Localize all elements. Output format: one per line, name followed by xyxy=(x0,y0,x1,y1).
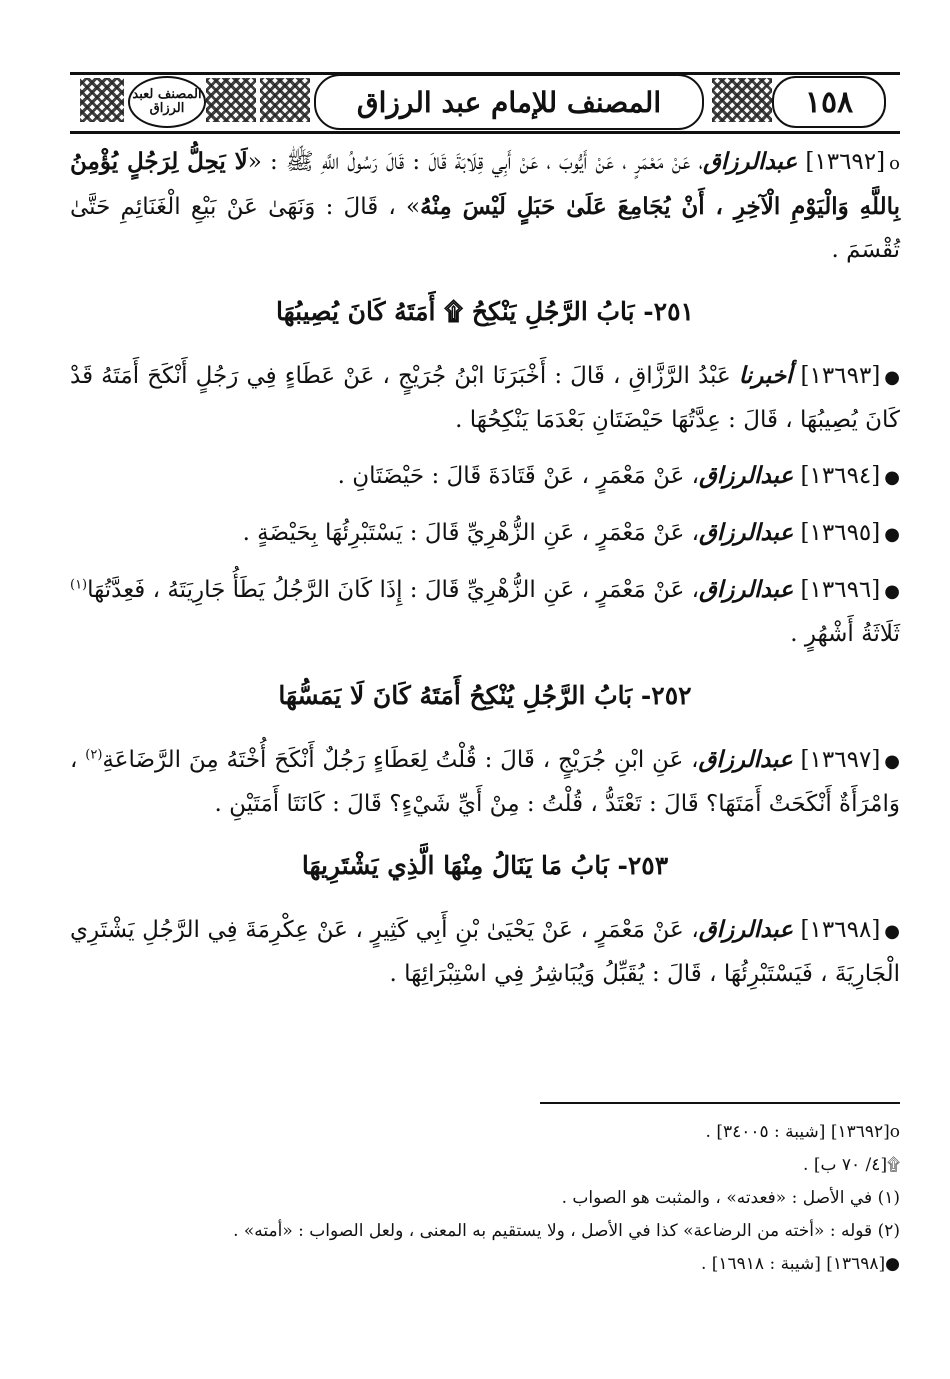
footnote: ۩[٤/ ٧٠ ب] . xyxy=(803,1155,900,1175)
hadith-paragraph xyxy=(70,354,900,442)
hadith-number: [١٣٦٩٢] xyxy=(805,149,886,175)
paragraph-marker: ● xyxy=(884,467,900,488)
chapter-heading: ٢٥٣- بَابُ مَا يَنَالُ مِنْهَا الَّذِي يَشْتَرِيهَا xyxy=(301,851,669,880)
footnote-divider xyxy=(540,1102,900,1104)
hadith-paragraph xyxy=(70,454,900,499)
ornament-pattern xyxy=(206,78,256,122)
hadith-paragraph xyxy=(70,738,900,826)
after-text: ، وَامْرَأَةٌ أَنْكَحَتْ أَمَتَهَا؟ قَالَ : تَعْتَدُّ ، قُلْتُ : مِنْ أَيِّ شَيْءٍ؟ قَالَ : كَانَتَا أَمَتَيْنِ . xyxy=(70,747,900,817)
hadith-number: [١٣٦٩٨] xyxy=(800,917,881,943)
footnote-ref: (٢) xyxy=(85,747,103,763)
narrator-name: عبدالرزاق xyxy=(699,576,794,603)
paragraph-marker: ο xyxy=(889,153,900,174)
isnad-text: ، عَنْ مَعْمَرٍ ، عَنْ أَيُّوبَ ، عَنْ أَبِي قِلَابَةَ قَالَ : قَالَ رَسُولُ اللَّهِ ﷺ : « xyxy=(247,149,704,175)
isnad-text: ، عَنْ مَعْمَرٍ ، عَنْ قَتَادَةَ قَالَ : حَيْضَتَانِ . xyxy=(337,463,700,489)
after-text: ثَلَاثَةُ أَشْهُرٍ . xyxy=(790,621,900,647)
hadith-number: [١٣٦٩٤] xyxy=(800,463,881,489)
footnotes xyxy=(70,1116,900,1281)
chapter-heading: ٢٥١- بَابُ الرَّجُلِ يَنْكِحُ ۩ أَمَتَهُ كَانَ يُصِيبُهَا xyxy=(276,297,694,326)
hadith-paragraph xyxy=(70,140,900,272)
hadith-text: لَا يَحِلُّ لِرَجُلٍ يُؤْمِنُ بِاللَّهِ وَالْيَوْمِ الْآخِرِ ، أَنْ يُجَامِعَ عَلَىٰ حَبَلٍ لَيْسَ مِنْهُ xyxy=(70,148,900,220)
footnote-ref: (١) xyxy=(69,577,88,593)
book-seal-logo: المصنف لعبد الرزاق xyxy=(128,76,206,128)
hadith-paragraph xyxy=(70,568,900,656)
page-header xyxy=(70,72,900,134)
after-text: » ، قَالَ : وَنَهَىٰ عَنْ بَيْعِ الْغَنَائِمِ حَتَّىٰ تُقْسَمَ . xyxy=(70,194,900,263)
hadith-paragraph xyxy=(70,511,900,556)
paragraph-marker: ● xyxy=(884,524,900,545)
footnote: ●[١٣٦٩٨] [شيبة : ١٦٩١٨] . xyxy=(700,1254,900,1274)
isnad-text: عَبْدُ الرَّزَّاقِ ، قَالَ : أَخْبَرَنَا ابْنُ جُرَيْجٍ ، عَنْ عَطَاءٍ فِي رَجُلٍ أَنْكَحَ أَمَتَهُ قَدْ كَانَ يُصِيبُهَا ، قَالَ : عِدَّتُهَا حَيْضَتَانِ بَعْدَمَا يَنْكِحُهَا . xyxy=(70,363,900,433)
page-number: ١٥٨ xyxy=(772,76,886,128)
chapter-heading: ٢٥٢- بَابُ الرَّجُلِ يُنْكِحُ أَمَتَهُ كَانَ لَا يَمَسُّهَا xyxy=(278,681,692,710)
narrator-name: عبدالرزاق xyxy=(699,519,794,546)
narrator-name: أخبرنا xyxy=(738,362,793,389)
narrator-name: عبدالرزاق xyxy=(699,462,794,489)
hadith-number: [١٣٦٩٧] xyxy=(800,747,881,773)
hadith-paragraph xyxy=(70,908,900,996)
main-text xyxy=(70,140,900,1008)
narrator-name: عبدالرزاق xyxy=(698,746,793,773)
isnad-text: ، عَنْ مَعْمَرٍ ، عَنْ يَحْيَىٰ بْنِ أَبِي كَثِيرٍ ، عَنْ عِكْرِمَةَ فِي الرَّجُلِ يَشْتَرِي الْجَارِيَةَ ، فَيَسْتَبْرِئُهَا ، قَالَ : يُقَبِّلُ وَيُبَاشِرُ فِي اسْتِبْرَائِهَا . xyxy=(70,917,900,987)
isnad-text: ، عَنْ مَعْمَرٍ ، عَنِ الزُّهْرِيِّ قَالَ : إِذَا كَانَ الرَّجُلُ يَطَأُ جَارِيَتَهُ ، فَعِدَّتُهَا xyxy=(87,577,700,603)
footnote: (١) في الأصل : «فعدته» ، والمثبت هو الصواب . xyxy=(561,1188,900,1208)
footnote: (٢) قوله : «أخته من الرضاعة» كذا في الأصل ، ولا يستقيم به المعنى ، ولعل الصواب : «أمته» . xyxy=(233,1221,900,1241)
isnad-text: ، عَنِ ابْنِ جُرَيْجٍ ، قَالَ : قُلْتُ لِعَطَاءٍ رَجُلٌ أَنْكَحَ أُخْتَهُ مِنَ الرَّضَاعَةِ xyxy=(102,747,699,773)
paragraph-marker: ● xyxy=(884,921,901,942)
footnote: ο[١٣٦٩٢] [شيبة : ٣٤٠٠٥] . xyxy=(705,1122,900,1142)
hadith-number: [١٣٦٩٥] xyxy=(800,520,881,546)
hadith-number: [١٣٦٩٣] xyxy=(800,363,881,389)
narrator-name: عبدالرزاق xyxy=(703,148,798,175)
paragraph-marker: ● xyxy=(884,367,901,388)
narrator-name: عبدالرزاق xyxy=(698,916,793,943)
isnad-text: ، عَنْ مَعْمَرٍ ، عَنِ الزُّهْرِيِّ قَالَ : يَسْتَبْرِئُهَا بِحَيْضَةٍ . xyxy=(242,520,700,546)
paragraph-marker: ● xyxy=(884,581,900,602)
ornament-pattern xyxy=(80,78,124,122)
paragraph-marker: ● xyxy=(884,751,901,772)
hadith-number: [١٣٦٩٦] xyxy=(800,577,881,603)
ornament-pattern xyxy=(260,78,310,122)
book-title: المصنف للإمام عبد الرزاق xyxy=(314,74,704,130)
ornament-pattern xyxy=(712,78,772,122)
